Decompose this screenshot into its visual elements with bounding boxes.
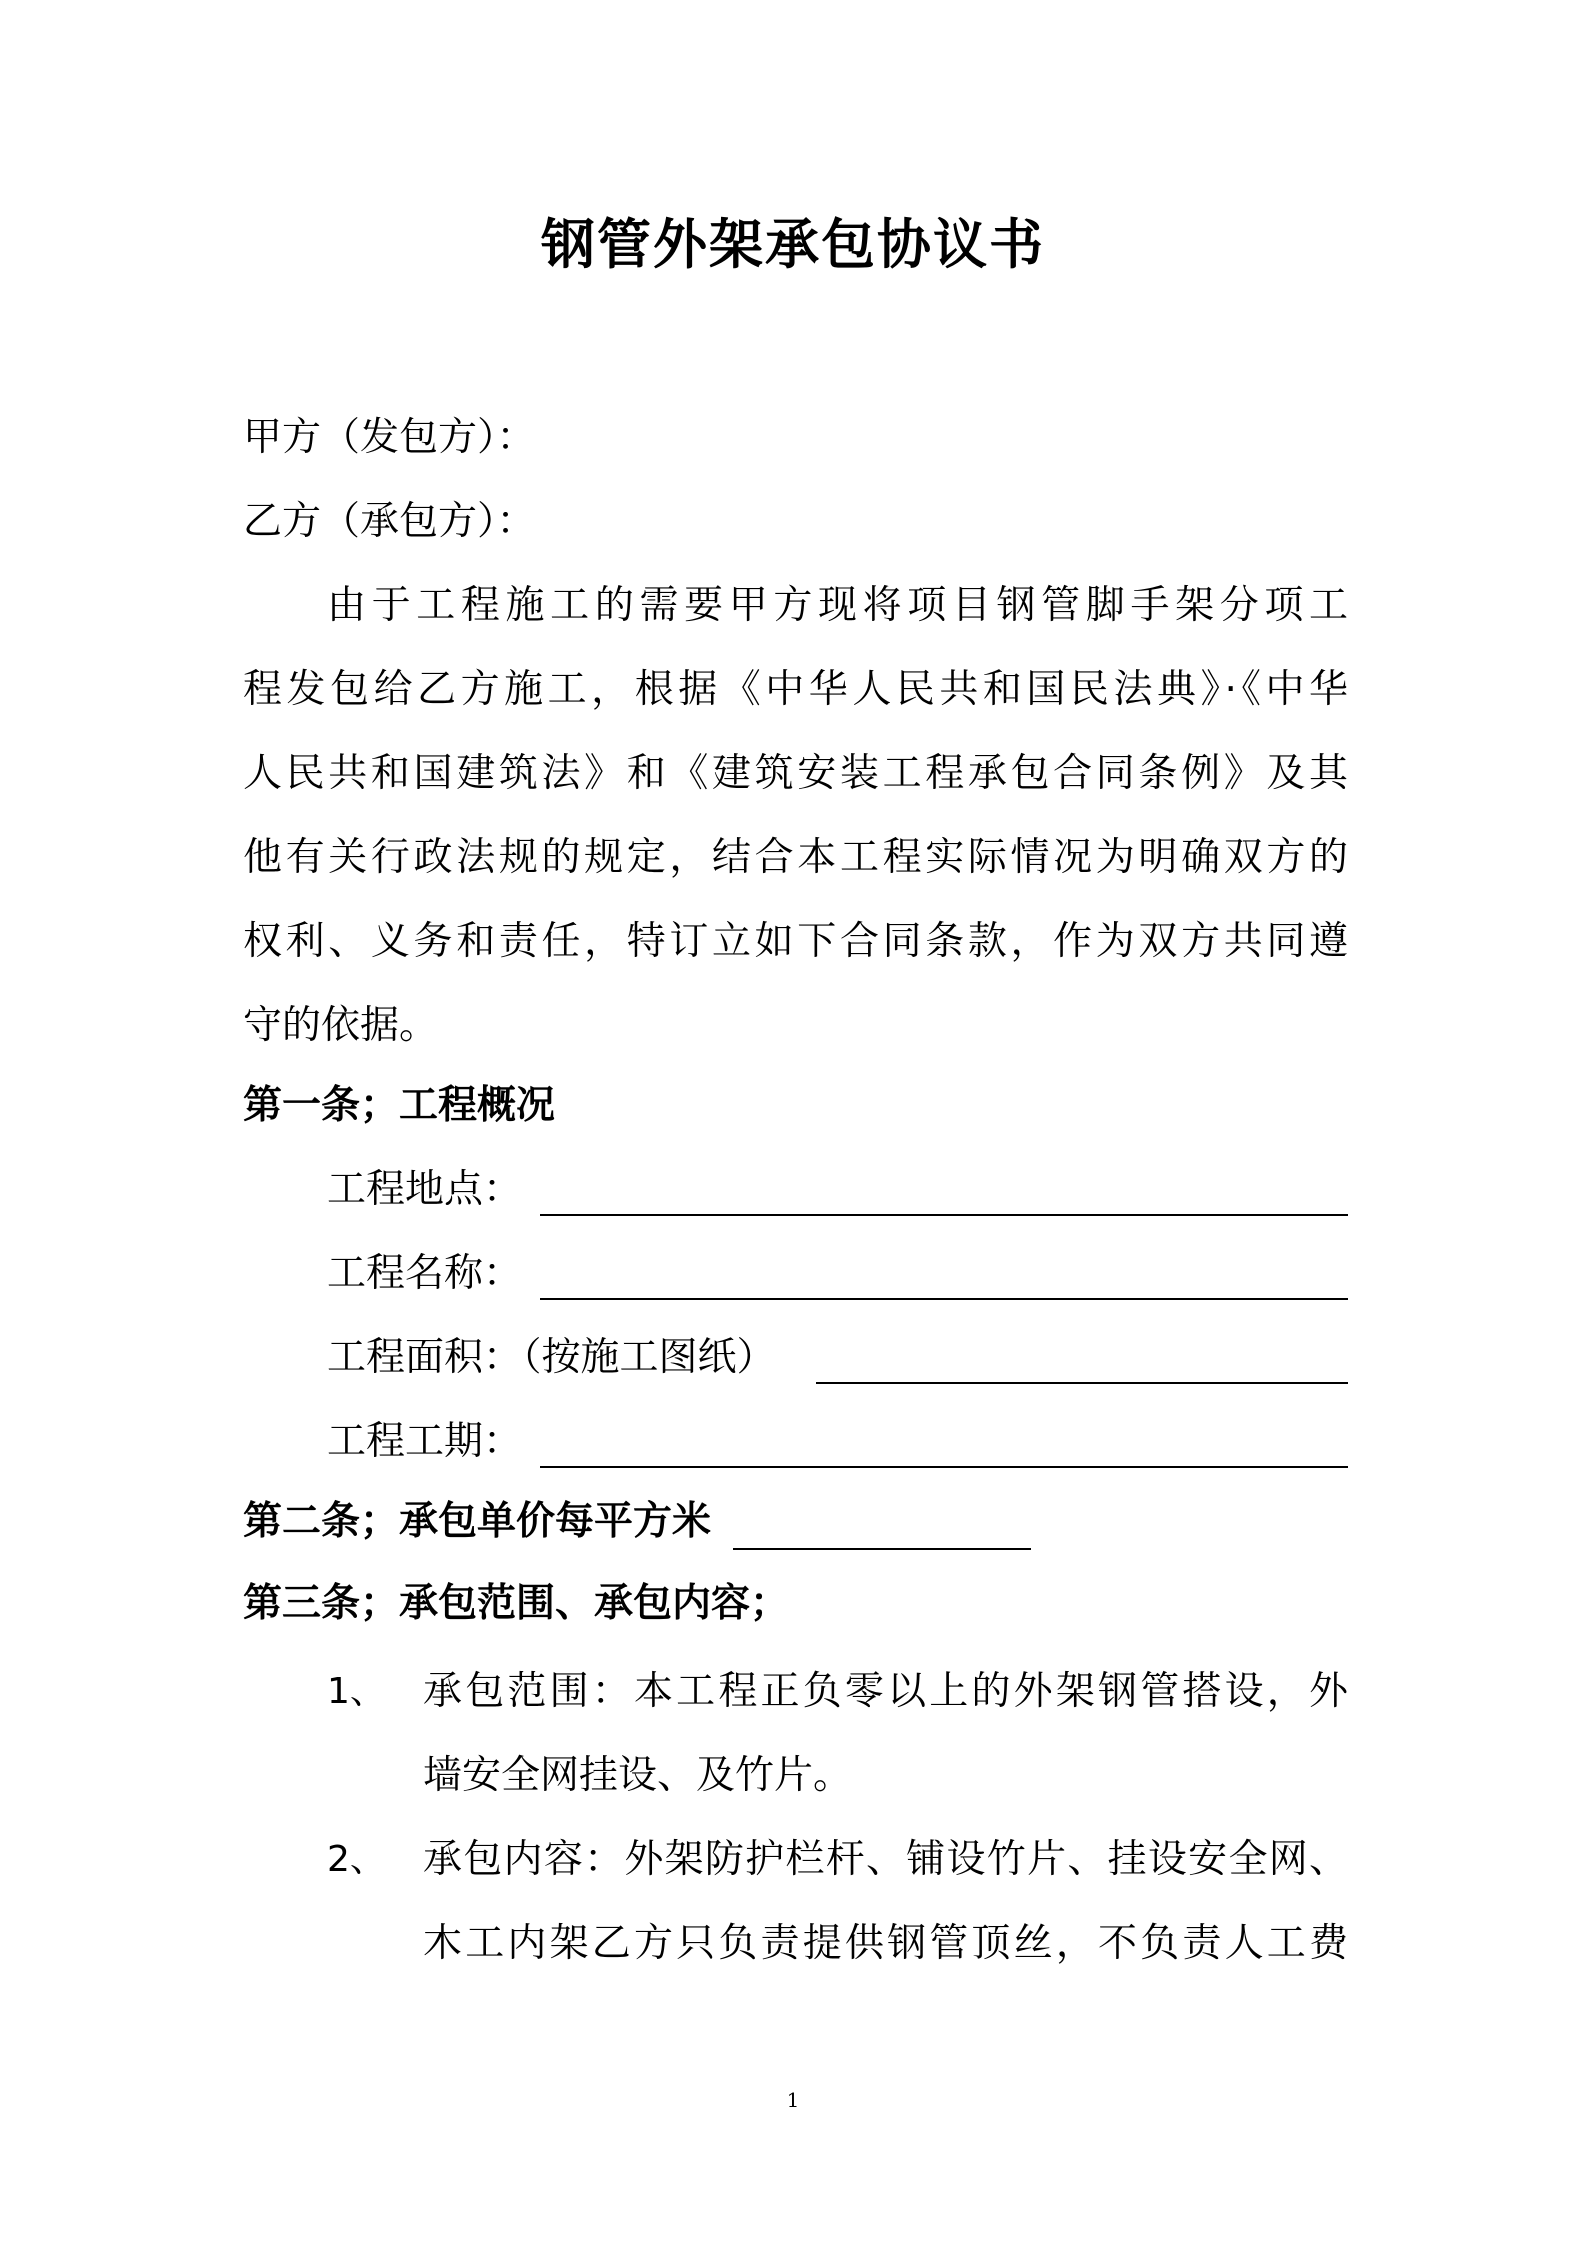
field-area-blank[interactable] bbox=[816, 1382, 1348, 1384]
intro-line-4: 他有关行政法规的规定，结合本工程实际情况为明确双方的 bbox=[243, 835, 1348, 880]
document-title: 钢管外架承包协议书 bbox=[541, 213, 1045, 276]
article-2-heading: 第二条；承包单价每平方米 bbox=[243, 1499, 712, 1544]
intro-line-2: 程发包给乙方施工，根据《中华人民共和国民法典》·《中华 bbox=[243, 667, 1348, 712]
field-location-blank[interactable] bbox=[540, 1214, 1348, 1216]
item-1-line-2: 墙安全网挂设、及竹片。 bbox=[423, 1753, 853, 1798]
field-duration-label: 工程工期： bbox=[327, 1419, 523, 1464]
article-1-heading: 第一条；工程概况 bbox=[243, 1083, 556, 1128]
field-area-label: 工程面积：（按施工图纸） bbox=[327, 1335, 776, 1380]
intro-line-6: 守的依据。 bbox=[243, 1003, 439, 1048]
item-2-number: 2、 bbox=[327, 1839, 386, 1880]
item-2-line-2: 木工内架乙方只负责提供钢管顶丝，不负责人工费 bbox=[423, 1921, 1348, 1966]
field-duration-blank[interactable] bbox=[540, 1466, 1348, 1468]
field-name-blank[interactable] bbox=[540, 1298, 1348, 1300]
party-a-label: 甲方（发包方）： bbox=[243, 415, 536, 460]
page-number: 1 bbox=[786, 2088, 800, 2112]
intro-line-1: 由于工程施工的需要甲方现将项目钢管脚手架分项工 bbox=[327, 583, 1348, 628]
item-1-line-1: 承包范围：本工程正负零以上的外架钢管搭设，外 bbox=[423, 1669, 1348, 1714]
intro-line-3: 人民共和国建筑法》和《建筑安装工程承包合同条例》及其 bbox=[243, 751, 1348, 796]
item-2-line-1: 承包内容：外架防护栏杆、铺设竹片、挂设安全网、 bbox=[423, 1837, 1348, 1882]
intro-line-5: 权利、义务和责任，特订立如下合同条款，作为双方共同遵 bbox=[243, 919, 1348, 964]
party-b-label: 乙方（承包方）： bbox=[243, 499, 536, 544]
article-3-heading: 第三条；承包范围、承包内容； bbox=[243, 1581, 790, 1626]
item-1-number: 1、 bbox=[327, 1671, 386, 1712]
field-name-label: 工程名称： bbox=[327, 1251, 523, 1296]
unit-price-blank[interactable] bbox=[733, 1548, 1031, 1550]
field-location-label: 工程地点： bbox=[327, 1167, 523, 1212]
